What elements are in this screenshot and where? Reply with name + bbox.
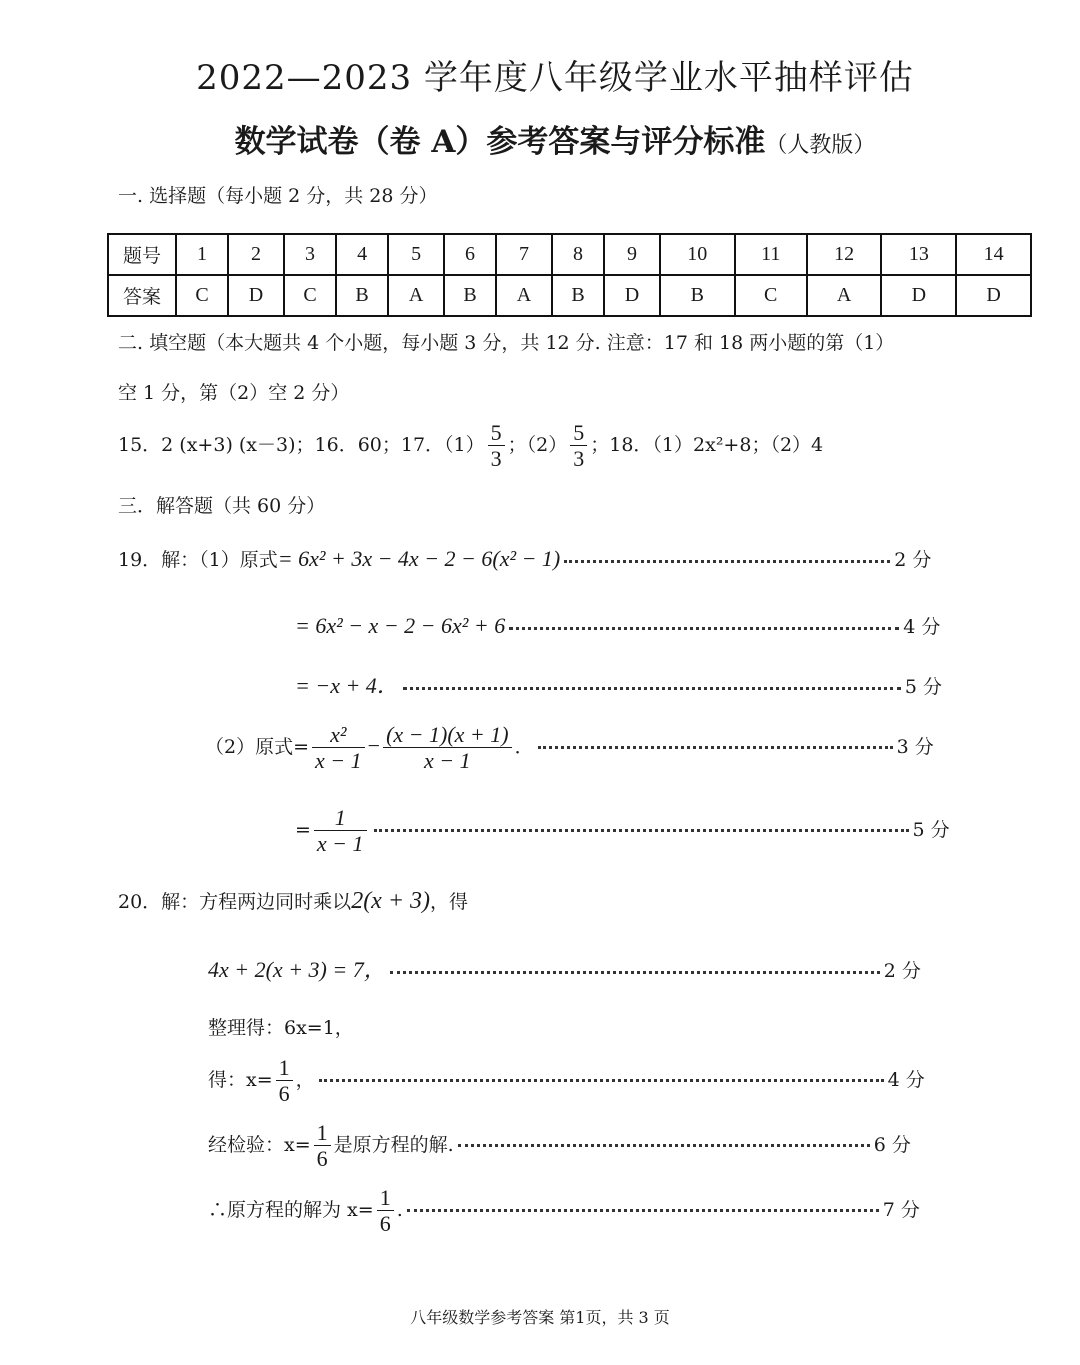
q19-step1 xyxy=(118,545,931,572)
answer-cell: C xyxy=(284,275,336,316)
answer-cell: B xyxy=(444,275,496,316)
q20-simplify: 整理得：6x=1， xyxy=(208,1017,354,1039)
q20-final-end: . xyxy=(396,1198,403,1221)
q19-step3 xyxy=(295,669,942,700)
question-number: 9 xyxy=(604,234,660,275)
fraction-1-6-b: $\frac{1}{6}$ xyxy=(314,1120,331,1172)
q19-part2-step2 xyxy=(295,805,950,857)
fraction-5-3-a: $\frac{5}{3}$ xyxy=(488,420,505,472)
answer-cell: B xyxy=(552,275,604,316)
comma: ， xyxy=(295,1068,315,1091)
leader-dots xyxy=(509,627,899,630)
section2-answers xyxy=(118,420,823,472)
q20-intro xyxy=(118,887,468,915)
q19-label: 19．解：（1）原式 xyxy=(118,549,278,571)
question-number: 1 xyxy=(176,234,228,275)
minus-sign: − xyxy=(367,732,381,758)
fraction-1-6-a: $\frac{1}{6}$ xyxy=(276,1055,293,1107)
q20-check-end: 是原方程的解. xyxy=(333,1133,454,1156)
document-title: 2022—2023 学年度八年级学业水平抽样评估 xyxy=(196,58,914,98)
q20-final-label: ∴原方程的解为 x= xyxy=(208,1198,374,1221)
fraction-1-6-c: $\frac{1}{6}$ xyxy=(377,1185,394,1237)
answer-table xyxy=(107,233,1032,317)
q20-get-label: 得：x= xyxy=(208,1068,273,1091)
subtitle-main: 数学试卷（卷 A）参考答案与评分标准 xyxy=(234,124,766,160)
fraction-product-over-x-1: $\frac{(x - 1)(x + 1)}{x - 1}$ xyxy=(383,722,512,774)
score: 4 分 xyxy=(903,616,941,638)
q20-label: 20．解：方程两边同时乘以 xyxy=(118,891,352,913)
score: 2 分 xyxy=(883,960,921,982)
question-number: 11 xyxy=(735,234,807,275)
fraction-5-3-b: $\frac{5}{3}$ xyxy=(570,420,587,472)
q20-solution xyxy=(208,1055,925,1107)
question-number: 8 xyxy=(552,234,604,275)
answer-cell: C xyxy=(735,275,807,316)
answer-cell: A xyxy=(388,275,444,316)
equals-sign: = xyxy=(295,818,311,841)
q20-multiplier: 2(x + 3) xyxy=(351,888,431,914)
question-number: 4 xyxy=(336,234,388,275)
leader-dots xyxy=(407,1209,879,1212)
answer-cell: B xyxy=(336,275,388,316)
leader-dots xyxy=(564,560,890,563)
section1-heading: 一. 选择题（每小题 2 分，共 28 分） xyxy=(118,185,438,207)
q20-step1 xyxy=(208,953,921,984)
answer-cell: C xyxy=(176,275,228,316)
q18-text: ；18．（1）2x²+8；（2）4 xyxy=(590,433,824,456)
score: 6 分 xyxy=(873,1133,911,1156)
question-number: 10 xyxy=(660,234,735,275)
answer-cell: D xyxy=(956,275,1031,316)
answer-cell: D xyxy=(228,275,284,316)
question-number: 14 xyxy=(956,234,1031,275)
q19-part2-label: （2）原式= xyxy=(205,735,310,758)
q20-check xyxy=(208,1120,911,1172)
question-number: 3 xyxy=(284,234,336,275)
leader-dots xyxy=(390,971,880,974)
fraction-1-over-x-1: $\frac{1}{x - 1}$ xyxy=(314,805,367,857)
row-label-answer: 答案 xyxy=(108,275,176,316)
answer-cell: A xyxy=(496,275,552,316)
section3-heading: 三．解答题（共 60 分） xyxy=(118,495,326,517)
question-number: 2 xyxy=(228,234,284,275)
q20-final xyxy=(208,1185,920,1237)
answer-table-answer-row xyxy=(108,275,1031,316)
q20-check-label: 经检验：x= xyxy=(208,1133,311,1156)
fraction-x2-over-x-1: $\frac{\text{x²}}{x - 1}$ xyxy=(312,722,365,774)
section2-heading-line1: 二. 填空题（本大题共 4 个小题，每小题 3 分，共 12 分. 注意：17 和 18 两小题的第（1） xyxy=(118,332,895,354)
answer-cell: D xyxy=(881,275,956,316)
leader-dots xyxy=(403,687,901,690)
q20-equation: 4x + 2(x + 3) = 7， xyxy=(208,957,386,982)
q19-step2 xyxy=(295,612,940,639)
score: 2 分 xyxy=(894,549,932,571)
question-number: 12 xyxy=(807,234,882,275)
section2-heading-line2: 空 1 分，第（2）空 2 分） xyxy=(118,382,350,404)
q20-label-end: ，得 xyxy=(430,891,469,913)
leader-dots xyxy=(319,1079,884,1082)
question-number: 6 xyxy=(444,234,496,275)
question-number: 13 xyxy=(881,234,956,275)
q19-part2-step1 xyxy=(205,722,934,774)
leader-dots xyxy=(374,829,909,832)
answer-cell: A xyxy=(807,275,882,316)
q19-step1-expr: = 6x² + 3x − 4x − 2 − 6(x² − 1) xyxy=(277,546,561,571)
row-label-number: 题号 xyxy=(108,234,176,275)
period: ． xyxy=(514,735,534,758)
leader-dots xyxy=(538,746,893,749)
page-footer: 八年级数学参考答案 第1页，共 3 页 xyxy=(410,1308,670,1327)
score: 5 分 xyxy=(912,818,950,841)
score: 3 分 xyxy=(896,735,934,758)
q15-q17-text: 15．2 (x+3) (x－3)；16．60；17．（1） xyxy=(118,433,485,456)
question-number: 7 xyxy=(496,234,552,275)
question-number: 5 xyxy=(388,234,444,275)
document-subtitle xyxy=(0,116,1080,161)
score: 7 分 xyxy=(882,1198,920,1221)
answer-cell: D xyxy=(604,275,660,316)
score: 5 分 xyxy=(904,676,942,698)
answer-cell: B xyxy=(660,275,735,316)
q19-step3-expr: = −x + 4． xyxy=(295,673,399,698)
q19-step2-expr: = 6x² − x − 2 − 6x² + 6 xyxy=(295,613,506,638)
answer-table-number-row xyxy=(108,234,1031,275)
separator-text: ；（2） xyxy=(507,433,568,456)
score: 4 分 xyxy=(887,1068,925,1091)
leader-dots xyxy=(458,1144,870,1147)
edition-label: （人教版） xyxy=(765,133,876,158)
